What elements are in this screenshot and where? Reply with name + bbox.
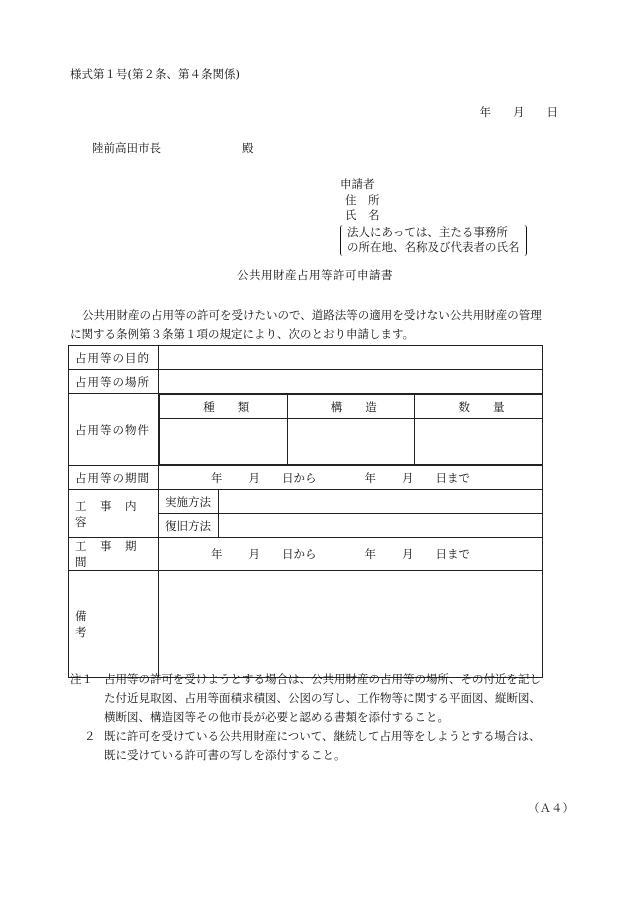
- applicant-label: 申請者: [340, 177, 375, 191]
- date-month: 月: [513, 105, 525, 119]
- object-label: 占用等の物件: [69, 394, 159, 466]
- period-label: 占用等の期間: [69, 466, 159, 490]
- period-from: 日から: [282, 470, 317, 485]
- object-type-field[interactable]: [160, 419, 288, 465]
- date-year: 年: [479, 105, 491, 119]
- work-period-month: 月: [248, 547, 260, 561]
- note-1-text: 占用等の許可を受けようとする場合は、公共用財産の占用等の場所、その付近を記した付近見取図、占用等面積求積図、公図の写し、工作物等に関する平面図、縦断図、横断図、構造図等その他市長が必要と認める書類を添付すること。: [104, 672, 541, 724]
- object-type-header: 種 類: [160, 395, 288, 419]
- purpose-label: 占用等の目的: [69, 346, 159, 370]
- remarks-field[interactable]: [159, 571, 543, 678]
- date-day: 日: [546, 105, 558, 119]
- addressee-name: 陸前高田市長: [92, 141, 161, 155]
- notes: [70, 670, 550, 765]
- period-year2: 年: [364, 470, 376, 485]
- intro-paragraph: [70, 306, 550, 344]
- intro-text: 公共用財産の占用等の許可を受けたいので、道路法等の適用を受けない公共用財産の管理に関する条例第３条第１項の規定により、次のとおり申請します。: [70, 308, 542, 341]
- method-field[interactable]: [219, 490, 543, 514]
- work-period-year: 年: [211, 547, 223, 561]
- address-label: 住 所: [345, 192, 380, 207]
- period-year: 年: [211, 470, 223, 485]
- object-quantity-field[interactable]: [415, 419, 543, 465]
- work-period-month2: 月: [402, 547, 414, 561]
- addressee: [92, 140, 254, 156]
- remarks-label: 備 考: [69, 571, 159, 678]
- period-month2: 月: [402, 470, 414, 485]
- applicant-block: [340, 177, 527, 256]
- object-quantity-header: 数 量: [415, 395, 543, 419]
- honorific: 殿: [242, 141, 254, 155]
- corporate-note: [340, 225, 527, 256]
- period-to: 日まで: [435, 470, 470, 485]
- form-number: 様式第１号(第２条、第４条関係): [70, 67, 240, 81]
- purpose-field[interactable]: [159, 346, 543, 370]
- application-date: [480, 104, 559, 120]
- location-label: 占用等の場所: [69, 370, 159, 394]
- restore-field[interactable]: [219, 514, 543, 538]
- document-title: 公共用財産占用等許可申請書: [237, 268, 393, 282]
- object-structure-header: 構 造: [287, 395, 415, 419]
- note-2-text: 既に許可を受けている公共用財産について、継続して占用等をしようとする場合は、既に受けている許可書の写しを添付すること。: [104, 729, 541, 762]
- note-2: [70, 727, 550, 765]
- period-month: 月: [248, 470, 260, 485]
- paper-size: （Ａ４）: [528, 801, 574, 815]
- restore-label: 復旧方法: [159, 514, 219, 538]
- application-form-table: [68, 345, 543, 678]
- work-period-label: 工 事 期 間: [69, 538, 159, 571]
- object-structure-field[interactable]: [287, 419, 415, 465]
- corporate-note-line2: の所在地、名称及び代表者の氏名: [347, 240, 520, 254]
- object-cell: [159, 394, 543, 466]
- work-period-to: 日まで: [435, 547, 470, 561]
- work-period-field[interactable]: [159, 538, 543, 571]
- note-1-number: 注１: [70, 672, 93, 686]
- work-period-from: 日から: [282, 547, 317, 561]
- location-field[interactable]: [159, 370, 543, 394]
- object-subtable: [159, 394, 542, 465]
- method-label: 実施方法: [159, 490, 219, 514]
- note-2-number: ２: [84, 729, 96, 743]
- note-1: [70, 670, 550, 727]
- corporate-note-line1: 法人にあっては、主たる事務所: [347, 224, 508, 239]
- period-field[interactable]: [159, 466, 543, 490]
- name-label: 氏 名: [345, 208, 380, 222]
- work-content-label: 工 事 内 容: [69, 490, 159, 538]
- work-period-year2: 年: [364, 547, 376, 561]
